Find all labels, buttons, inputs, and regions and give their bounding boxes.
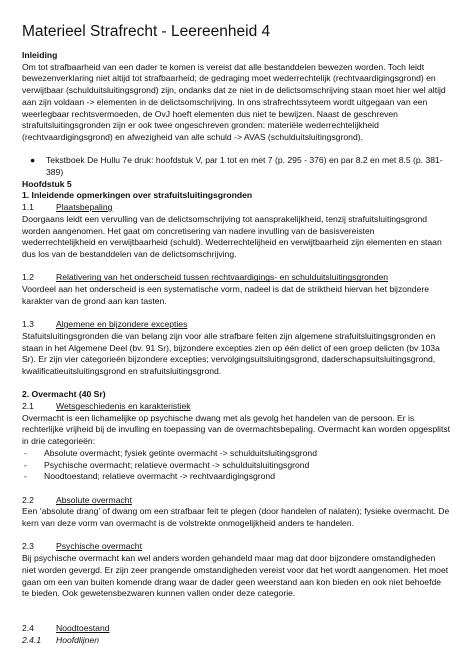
subsection-2-3-heading (22, 541, 450, 553)
list-item: - Absolute overmacht; fysiek getinte overmacht -> schulduitsluitingsgrond (24, 447, 317, 458)
hoofdstuk-label: Hoofdstuk 5 (22, 178, 72, 189)
inleiding-heading: Inleiding (22, 50, 58, 60)
subsection-2-4-heading (22, 623, 450, 635)
subsection-title: Relativering van het onderscheid tussen rechtvaardigings- en schulduitsluitingsgronden (56, 272, 389, 283)
list-item-text: Absolute overmacht; fysiek getinte overmacht -> schulduitsluitingsgrond (44, 447, 317, 458)
subsection-1-1-heading (22, 202, 450, 214)
list-item-text: Noodtoestand; relatieve overmacht -> rechtvaardigingsgrond (44, 471, 275, 482)
subsection-title: Absolute overmacht (56, 494, 132, 505)
list-item: - Noodtoestand; relatieve overmacht -> rechtvaardigingsgrond (24, 471, 275, 482)
subsection-2-1-paragraph: Overmacht is een lichamelijke op psychische dwang met als gevolg het handelen van de persoon. Er is rechterlijke vrijheid bij de invulling en toepassing van de overmachtsbepaling. Overmacht kan worden opgesplitst in drie categorieën: (22, 412, 451, 447)
subsection-number: 2.3 (22, 541, 34, 552)
list-item: - Psychische overmacht; relatieve overmacht -> schulduitsluitingsgrond (24, 459, 310, 470)
subsection-2-2-heading (22, 495, 450, 507)
textbook-bullet-text: Tekstboek De Hullu 7e druk: hoofdstuk V, par 1 tot en met 7 (p. 295 - 376) en par 8.2 en met 8.5 (p. 381- 389) (46, 155, 443, 178)
list-item-text: Psychische overmacht; relatieve overmacht -> schulduitsluitingsgrond (44, 459, 310, 470)
subsection-number: 2.2 (22, 494, 34, 505)
subsection-2-1-heading (22, 401, 450, 413)
subsection-number: 2.1 (22, 401, 34, 412)
subsection-2-2-paragraph: Een ‘absolute drang’ of dwang om een strafbaar feit te plegen (door handelen of nalaten); fysieke overmacht. De kern van deze vorm van overmacht is de volstrekte onmogelijkheid anders te handelen. (22, 506, 450, 529)
section-2-heading: 2. Overmacht (40 Sr) (22, 389, 106, 400)
textbook-bullet (22, 155, 450, 178)
subsection-title: Wetsgeschiedenis en karakteristiek (56, 401, 191, 412)
subsection-number: 1.1 (22, 202, 34, 213)
section-1-heading: 1. Inleidende opmerkingen over strafuitsluitingsgronden (22, 190, 253, 201)
subsection-number: 1.2 (22, 272, 34, 283)
subsection-2-3-paragraph: Bij psychische overmacht kan wel anders worden gehandeld maar mag dat door bijzondere omstandigheden niet worden gevergd. Er zijn zeer prangende omstandigheden vereist voor dat het wordt aangenomen. Het moet gaan om een van buiten komende drang waar de dader geen weerstand aan kon bieden en ook niet behoefde te bieden. Ook gewetensbezwaren kunnen vallen onder deze categorie. (22, 553, 449, 599)
inleiding-paragraph: Om tot strafbaarheid van een dader te komen is vereist dat alle bestanddelen bewezen worden. Toch leidt bewezenverklaring niet altijd tot strafbaarheid; de gedraging moet wederrechtelijk (rechtvaardigingsgrond) en verwijtbaar (schulduitsluitingsgrond) zijn, ondanks dat ze niet in de delictsomschrijving staan moet hier wel altijd aan zijn voldaan -> elementen in de delictsomschrijving. In ons strafrechtssyteem wordt uitgegaan van een weerlegbaar rechtsvermoeden, de OvJ hoeft elementen dus niet te bewijzen. Naast de geschreven strafuitsluitingsgronden zijn er ook twee ongeschreven gronden: materiële wederrechtelijkheid (rechtvaardigingsgrond) en afwezigheid van alle schuld -> AVAS (schulduitsluitingsgrond). (22, 61, 446, 142)
subsection-number: 2.4 (22, 623, 34, 634)
bullet-dot-icon: ● (30, 155, 36, 166)
subsection-number: 1.3 (22, 319, 34, 330)
subsection-1-1-paragraph: Doorgaans leidt een vervulling van de delictsomschrijving tot aansprakelijkheid, tenzij strafuitsluitingsgrond worden aangenomen. Het gaat om concretisering van nadere invulling van de basisvereisten wederrechtelijkheid en verwijtbaarheid (schuld). Wederrechtelijheid en verwijtbaarheid zijn elementen en staan dus los van de bestanddelen van de delictsomschrijving. (22, 213, 442, 259)
subsection-2-4-1-heading (22, 635, 450, 647)
subsection-title: Hoofdlijnen (56, 635, 99, 646)
subsection-1-3-heading (22, 319, 450, 331)
subsection-number: 2.4.1 (22, 635, 42, 646)
subsection-title: Psychische overmacht (56, 541, 142, 552)
subsection-1-2-heading (22, 272, 450, 284)
subsection-1-2-paragraph: Voordeel aan het onderscheid is een systematische vorm, nadeel is dat de striktheid hiervan het bijzondere karakter van de grond aan kan tasten. (22, 284, 430, 306)
subsection-title: Noodtoestand (56, 623, 110, 634)
subsection-title: Algemene en bijzondere excepties (56, 319, 188, 330)
document-title: Materieel Strafrecht - Leereenheid 4 (22, 23, 271, 40)
subsection-title: Plaatsbepaling (56, 202, 113, 213)
subsection-1-3-paragraph: Stafuitsluitingsgronden die van belang zijn voor alle strafbare feiten zijn algemene strafuitsluitingsgronden en staan in het Algemene Deel (bv. 91 Sr), bijzondere excepties zien op één delict of een groep delicten (bv 103a Sr). Er zijn vier categorieën bijzondere excepties; vervolgingsuitsluitingsgrond, daderschapsuitsluitingsgrond, kwalificatieuitsluitingsgrond en strafuitsluitingsgrond. (22, 330, 440, 376)
